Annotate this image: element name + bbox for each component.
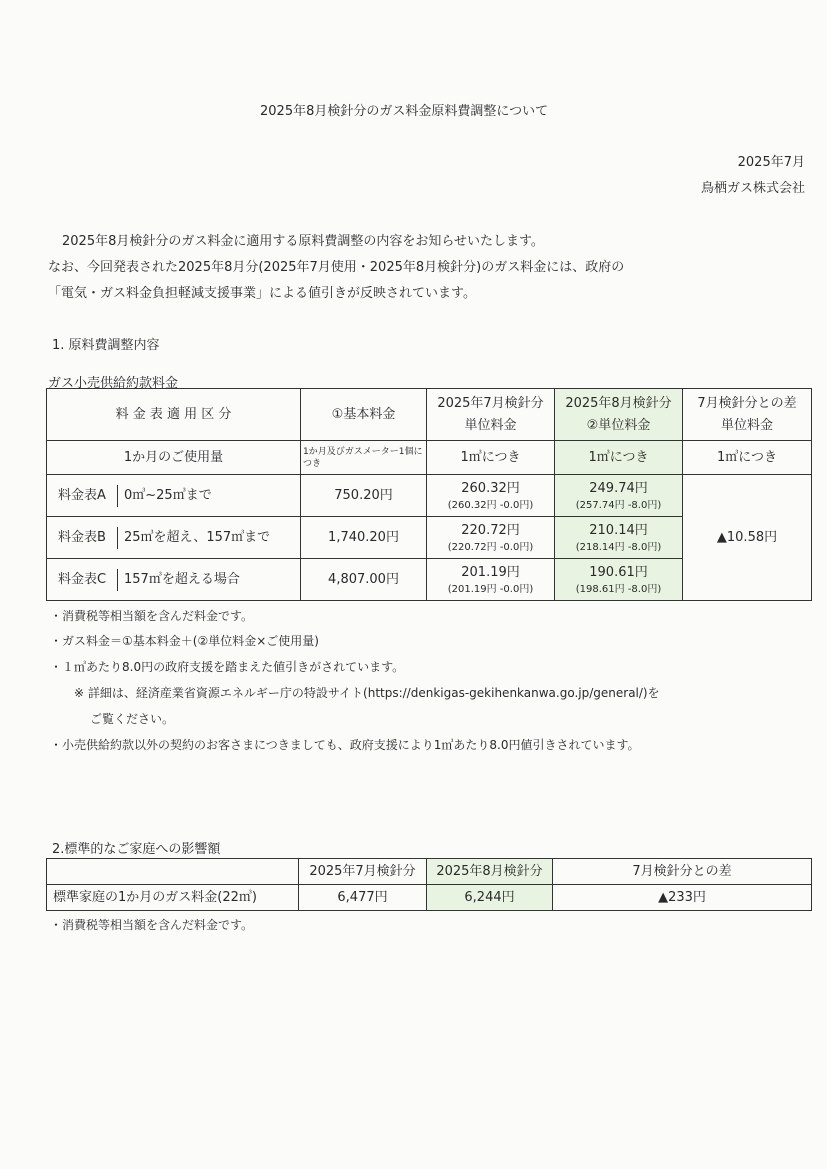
note-5: ご覧ください。 <box>90 712 175 726</box>
impact-header-july: 2025年7月検針分 <box>299 859 427 885</box>
note-3: ・１㎥あたり8.0円の政府支援を踏まえた値引きがされています。 <box>50 660 405 674</box>
row-b-basic: 1,740.20円 <box>301 517 427 559</box>
note-4: ※ 詳細は、経済産業省資源エネルギー庁の特設サイト(https://denkigas-gekihenkanwa.go.jp/general/)を <box>74 686 660 700</box>
issue-date: 2025年7月 <box>737 155 805 170</box>
subheader-per-m3-diff: 1㎥につき <box>683 441 812 475</box>
impact-header-aug: 2025年8月検針分 <box>427 859 553 885</box>
subheader-basic-note: 1か月及びガスメーター1個につき <box>301 441 427 475</box>
header-diff: 7月検針分との差 単位料金 <box>683 389 812 441</box>
subheader-per-m3-july: 1㎥につき <box>427 441 555 475</box>
row-a-range: 0㎥~25㎥まで <box>124 487 212 503</box>
row-b-aug: 210.14円 (218.14円 -8.0円) <box>555 517 683 559</box>
impact-row-label: 標準家庭の1か月のガス料金(22㎥) <box>47 885 299 911</box>
section1-heading: 1. 原料費調整内容 <box>52 338 160 353</box>
subheader-per-m3-aug: 1㎥につき <box>555 441 683 475</box>
row-a-basic: 750.20円 <box>301 475 427 517</box>
row-a-july: 260.32円 (260.32円 -0.0円) <box>427 475 555 517</box>
row-c-july: 201.19円 (201.19円 -0.0円) <box>427 559 555 601</box>
row-b-name: 料金表B <box>47 527 118 549</box>
header-category: 料 金 表 適 用 区 分 <box>47 389 301 441</box>
impact-note: ・消費税等相当額を含んだ料金です。 <box>50 918 254 932</box>
row-c-aug: 190.61円 (198.61円 -8.0円) <box>555 559 683 601</box>
impact-header-empty <box>47 859 299 885</box>
row-c-basic: 4,807.00円 <box>301 559 427 601</box>
row-b-range: 25㎥を超え、157㎥まで <box>124 529 271 545</box>
row-c-range: 157㎥を超える場合 <box>124 571 240 587</box>
row-a-name: 料金表A <box>47 485 118 507</box>
section2-heading: 2.標準的なご家庭への影響額 <box>52 842 221 857</box>
row-b-july: 220.72円 (220.72円 -0.0円) <box>427 517 555 559</box>
rate-table <box>46 388 812 601</box>
note-1: ・消費税等相当額を含んだ料金です。 <box>50 609 254 623</box>
impact-table <box>46 858 812 911</box>
header-july: 2025年7月検針分 単位料金 <box>427 389 555 441</box>
table-caption: ガス小売供給約款料金 <box>48 376 179 391</box>
row-c-category <box>47 559 301 601</box>
intro-line-2: なお、今回発表された2025年8月分(2025年7月使用・2025年8月検針分)のガス料金には、政府の <box>48 260 625 275</box>
header-aug: 2025年8月検針分 ②単位料金 <box>555 389 683 441</box>
header-basic: ①基本料金 <box>301 389 427 441</box>
intro-line-1: 2025年8月検針分のガス料金に適用する原料費調整の内容をお知らせいたします。 <box>62 234 544 249</box>
diff-value: ▲10.58円 <box>683 475 812 601</box>
page-title: 2025年8月検針分のガス料金原料費調整について <box>260 104 549 119</box>
company-name: 鳥栖ガス株式会社 <box>700 181 805 196</box>
note-2: ・ガス料金＝①基本料金＋(②単位料金×ご使用量) <box>50 634 319 648</box>
impact-row-july: 6,477円 <box>299 885 427 911</box>
subheader-usage: 1か月のご使用量 <box>47 441 301 475</box>
row-a-aug: 249.74円 (257.74円 -8.0円) <box>555 475 683 517</box>
row-a-category <box>47 475 301 517</box>
row-c-name: 料金表C <box>47 569 118 591</box>
row-b-category <box>47 517 301 559</box>
note-6: ・小売供給約款以外の契約のお客さまにつきましても、政府支援により1㎥あたり8.0円値引きされています。 <box>50 738 640 752</box>
impact-row-aug: 6,244円 <box>427 885 553 911</box>
intro-line-3: 「電気・ガス料金負担軽減支援事業」による値引きが反映されています。 <box>48 286 476 301</box>
impact-row-diff: ▲233円 <box>553 885 812 911</box>
impact-header-diff: 7月検針分との差 <box>553 859 812 885</box>
